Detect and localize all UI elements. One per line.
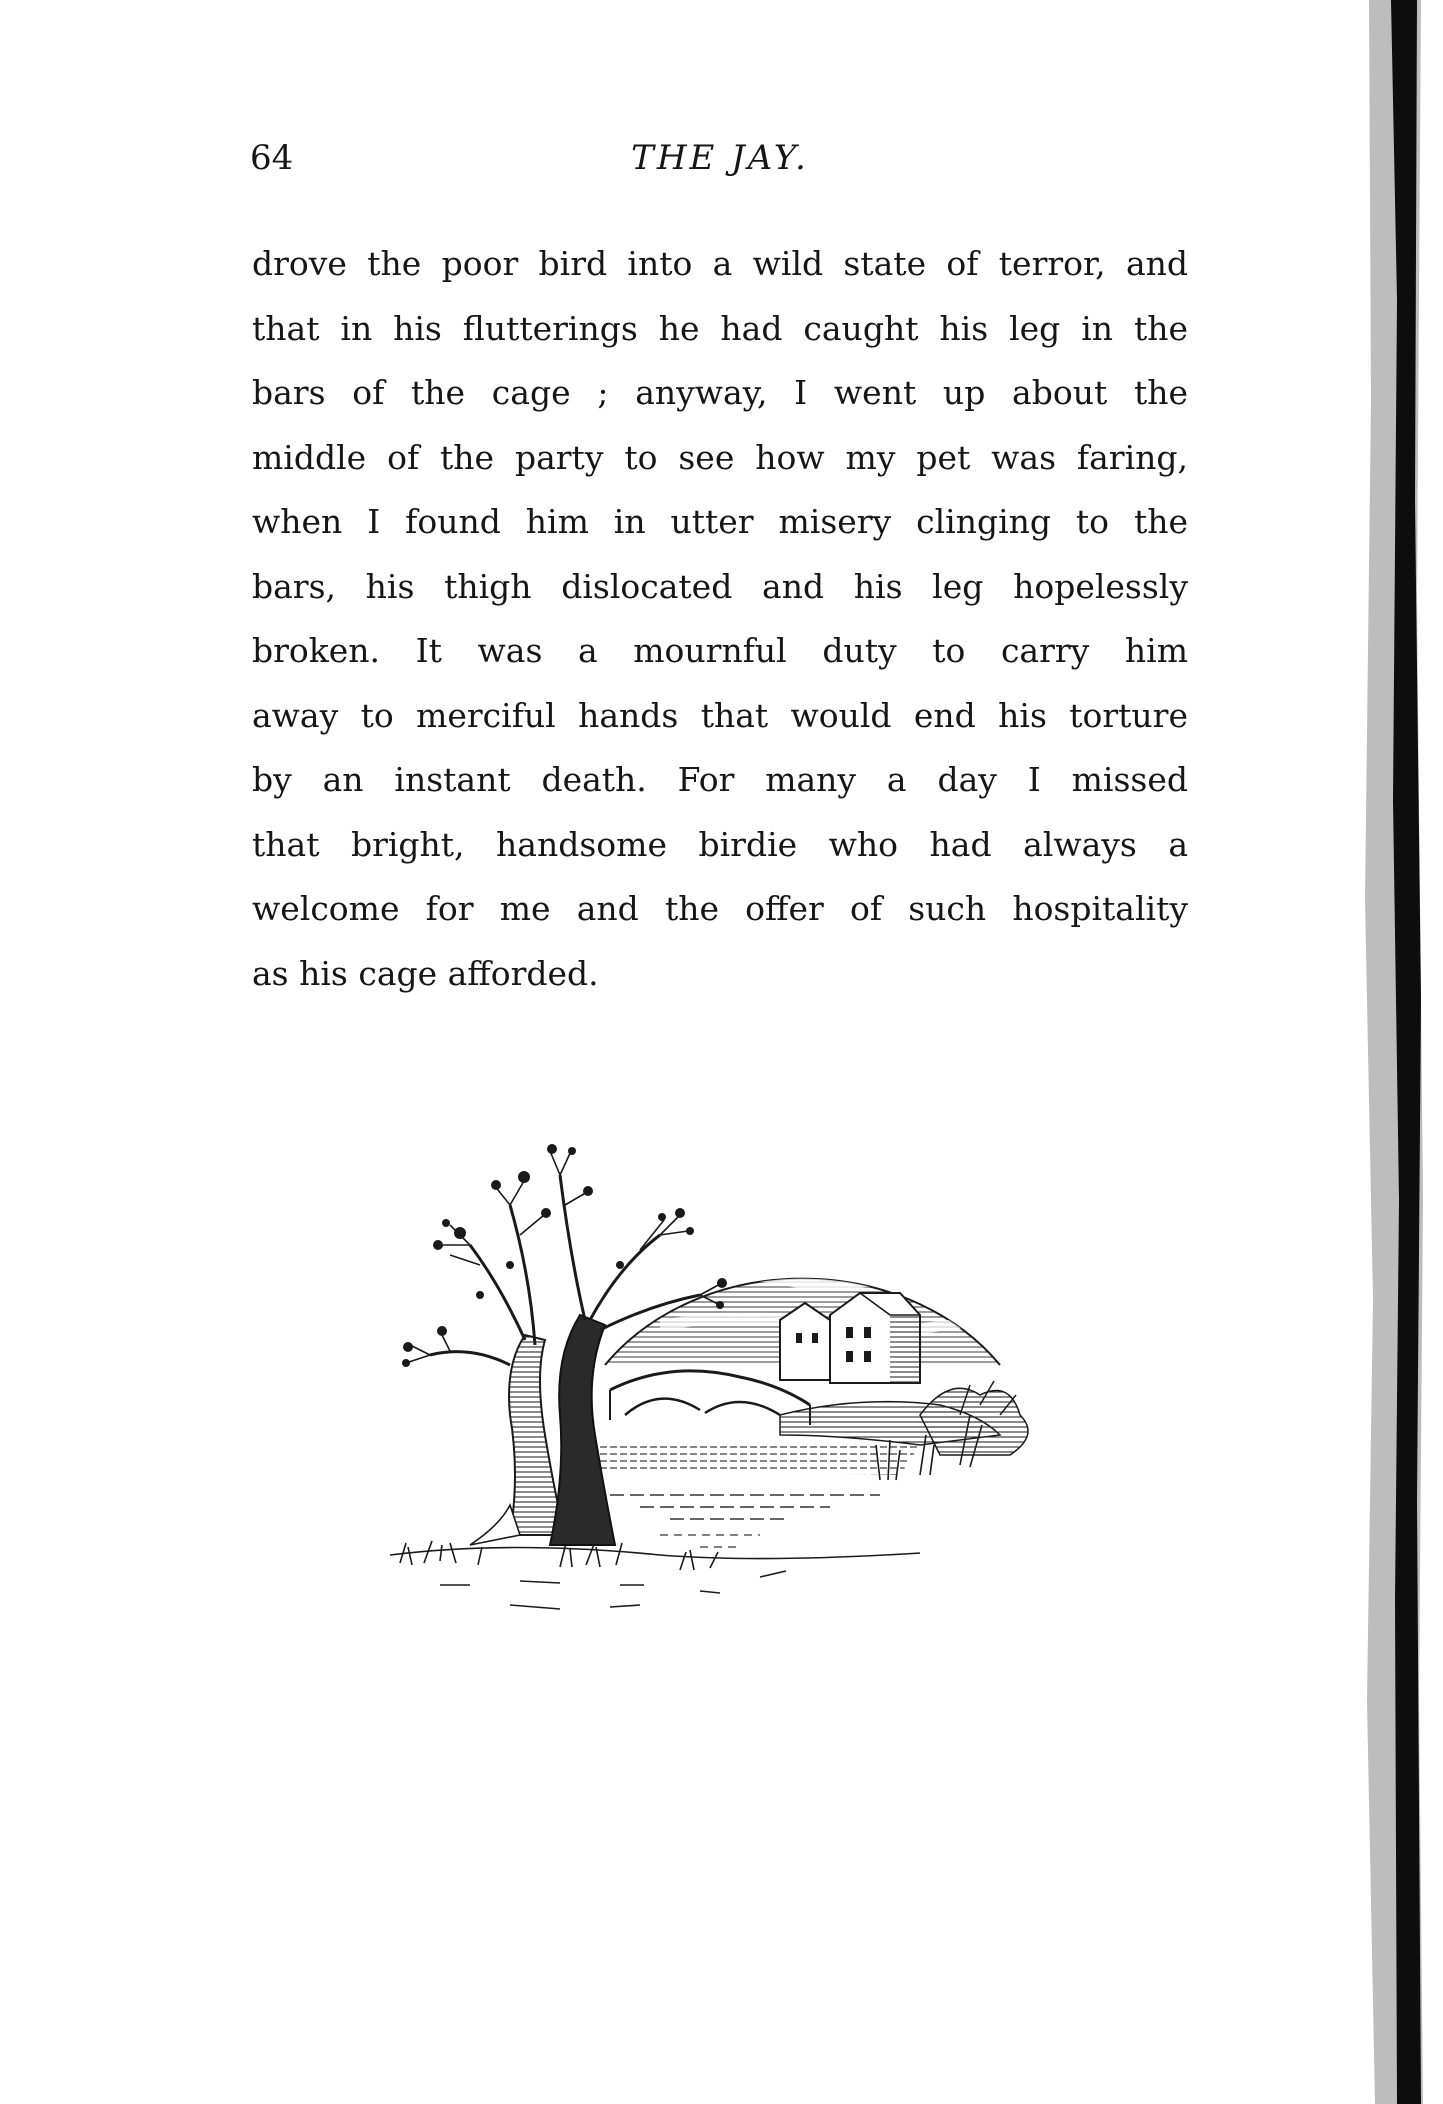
- text-line: broken. It was a mournful duty to carry him: [252, 631, 1188, 670]
- text-line: welcome for me and the offer of such hospitality: [252, 889, 1188, 928]
- running-head: THE JAY.: [631, 138, 809, 178]
- bushes: [920, 1381, 1028, 1455]
- text-line: middle of the party to see how my pet was faring,: [252, 437, 1188, 477]
- text-line: bars, his thigh dislocated and his leg hopelessly: [252, 566, 1188, 606]
- buildings: [780, 1293, 920, 1383]
- foreground-grass: [390, 1539, 920, 1609]
- text-line: when I found him in utter misery clinging to the: [252, 502, 1188, 541]
- text-line: away to merciful hands that would end his torture: [252, 695, 1188, 735]
- page-number: 64: [250, 138, 294, 178]
- text-line: that in his flutterings he had caught his leg in the: [252, 308, 1188, 348]
- text-line: by an instant death. For many a day I missed: [252, 760, 1188, 799]
- landscape-vignette-icon: [360, 1115, 1080, 1635]
- text-line: bars of the cage ; anyway, I went up about the: [252, 373, 1188, 412]
- page-edge-shadow: [1351, 0, 1443, 2104]
- page-header: [250, 138, 1190, 188]
- text-line: drove the poor bird into a wild state of terror, and: [252, 244, 1188, 283]
- text-line: as his cage afforded.: [252, 953, 599, 993]
- text-line: that bright, handsome birdie who had always a: [252, 824, 1188, 864]
- body-text: [252, 232, 1188, 1006]
